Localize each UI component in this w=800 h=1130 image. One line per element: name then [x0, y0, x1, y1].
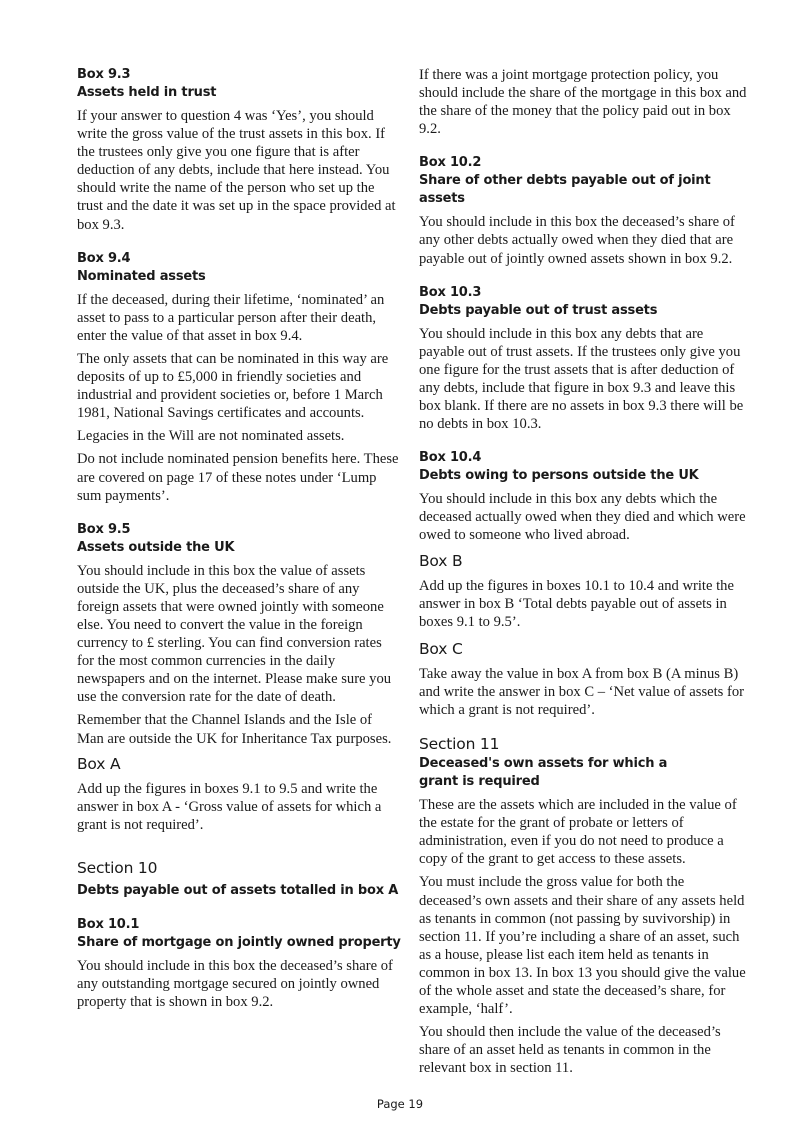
box-10-4-section: [419, 449, 749, 544]
paragraph: Do not include nominated pension benefits here. These are covered on page 17 of these notes under ‘Lump sum payments’.: [77, 451, 399, 504]
box-subheading: Debts owing to persons outside the UK: [419, 468, 699, 484]
section-subheading: Deceased's own assets for which a grant is required: [419, 756, 668, 790]
paragraph: You should include in this box the deceased’s share of any other debts actually owed when they died that are payable out of jointly owned assets shown in box 9.2.: [419, 214, 735, 267]
paragraph: If the deceased, during their lifetime, ‘nominated’ an asset to pass to a particular person after their death, enter the value of that asset in box 9.4.: [77, 291, 385, 344]
box-heading: Box 9.3: [77, 67, 131, 82]
paragraph: Remember that the Channel Islands and the Isle of Man are outside the UK for Inheritance Tax purposes.: [77, 712, 392, 747]
paragraph: These are the assets which are included in the value of the estate for the grant of probate or letters of administration, even if you do not need to produce a copy of the grant to get access to these assets.: [419, 797, 737, 868]
paragraph: You should include in this box any debts that are payable out of trust assets. If the trustees only give you one figure for the trust assets that is after deduction of any debts, include that figure in box 9.3 and leave this box blank. If there are no assets in box 9.3 there will be no debts in box 10.3.: [419, 325, 744, 433]
paragraph: The only assets that can be nominated in this way are deposits of up to £5,000 in friendly societies and industrial and provident societies or, before 1 March 1981, National Savings certificates and accounts.: [77, 350, 389, 422]
paragraph: You should include in this box the value of assets outside the UK, plus the deceased’s share of any foreign assets that were owned jointly with someone else. You need to convert the value in the foreign currency to £ sterling. You can find conversion rates for the most common currencies in the daily newspapers and on the internet. Please make sure you use the conversion rate for the date of death.: [77, 562, 392, 706]
box-heading: Box 10.2: [419, 155, 482, 171]
box-10-2-section: [419, 154, 749, 267]
box-subheading: Assets outside the UK: [77, 539, 235, 555]
paragraph: Take away the value in box A from box B (A minus B) and write the answer in box C – ‘Net value of assets for which a grant is not required’.: [419, 665, 745, 718]
continued-text: [419, 66, 749, 138]
right-column: [419, 66, 749, 1077]
page-number: Page 19: [376, 1097, 424, 1111]
paragraph: If your answer to question 4 was ‘Yes’, you should write the gross value of the trust assets in this box. If the trustees only give you one figure that is after deduction of any debts, include that here instead. You should write the name of the person who set up the trust and the date it was set up in the space provided at box 9.3.: [77, 108, 396, 233]
section-heading: Section 11: [419, 735, 500, 754]
box-c-section: [419, 639, 749, 719]
box-heading: Box 9.4: [77, 250, 131, 266]
box-heading: Box 10.1: [77, 916, 140, 932]
box-heading: Box 9.5: [77, 521, 131, 537]
left-column: [77, 66, 402, 1011]
box-heading: Box 10.3: [419, 284, 482, 300]
paragraph: You should then include the value of the deceased’s share of an asset held as tenants in common in the relevant box in section 11.: [419, 1024, 721, 1077]
paragraph: You should include in this box the deceased’s share of any outstanding mortgage secured on jointly owned property that is shown in box 9.2.: [77, 957, 393, 1011]
box-heading: Box C: [419, 639, 463, 658]
paragraph: Legacies in the Will are not nominated assets.: [77, 428, 345, 445]
section-11: [419, 733, 749, 1077]
box-b-section: [419, 551, 749, 631]
box-9-4-section: [77, 250, 402, 505]
box-heading: Box 10.4: [419, 450, 482, 466]
section-subheading: Debts payable out of assets totalled in box A: [77, 882, 399, 898]
paragraph: Add up the figures in boxes 9.1 to 9.5 and write the answer in box A - ‘Gross value of assets for which a grant is not required’.: [77, 780, 382, 833]
paragraph: You should include in this box any debts which the deceased actually owed when they died and which were owed to someone who lived abroad.: [419, 491, 746, 544]
box-10-3-section: [419, 284, 749, 434]
section-heading: Section 10: [77, 858, 158, 877]
paragraph: You must include the gross value for both the deceased’s own assets and their share of any assets held as tenants in common (not passing by suvivorship) in section 11. If you’re including a share of an asset, such as a house, please list each item held as tenants in common in box 13. In box 13 you should give the value of the whole asset and state the deceased’s share, for example, ‘half’.: [419, 874, 746, 1018]
box-subheading: Assets held in trust: [77, 85, 217, 100]
section-10-header: [77, 857, 402, 900]
box-9-3-section: [77, 66, 402, 234]
box-10-1-section: [77, 916, 402, 1011]
box-a-section: [77, 754, 402, 834]
paragraph: Add up the figures in boxes 10.1 to 10.4 and write the answer in box B ‘Total debts payable out of assets in boxes 9.1 to 9.5’.: [419, 577, 734, 630]
box-heading: Box B: [419, 551, 463, 570]
box-subheading: Debts payable out of trust assets: [419, 302, 658, 318]
box-subheading: Share of mortgage on jointly owned property: [77, 934, 401, 950]
box-subheading: Share of other debts payable out of joint assets: [419, 173, 711, 207]
paragraph: If there was a joint mortgage protection policy, you should include the share of the mortgage in this box and the share of the money that the policy paid out in box 9.2.: [419, 67, 747, 138]
box-9-5-section: [77, 521, 402, 748]
box-subheading: Nominated assets: [77, 268, 206, 284]
box-heading: Box A: [77, 754, 121, 773]
